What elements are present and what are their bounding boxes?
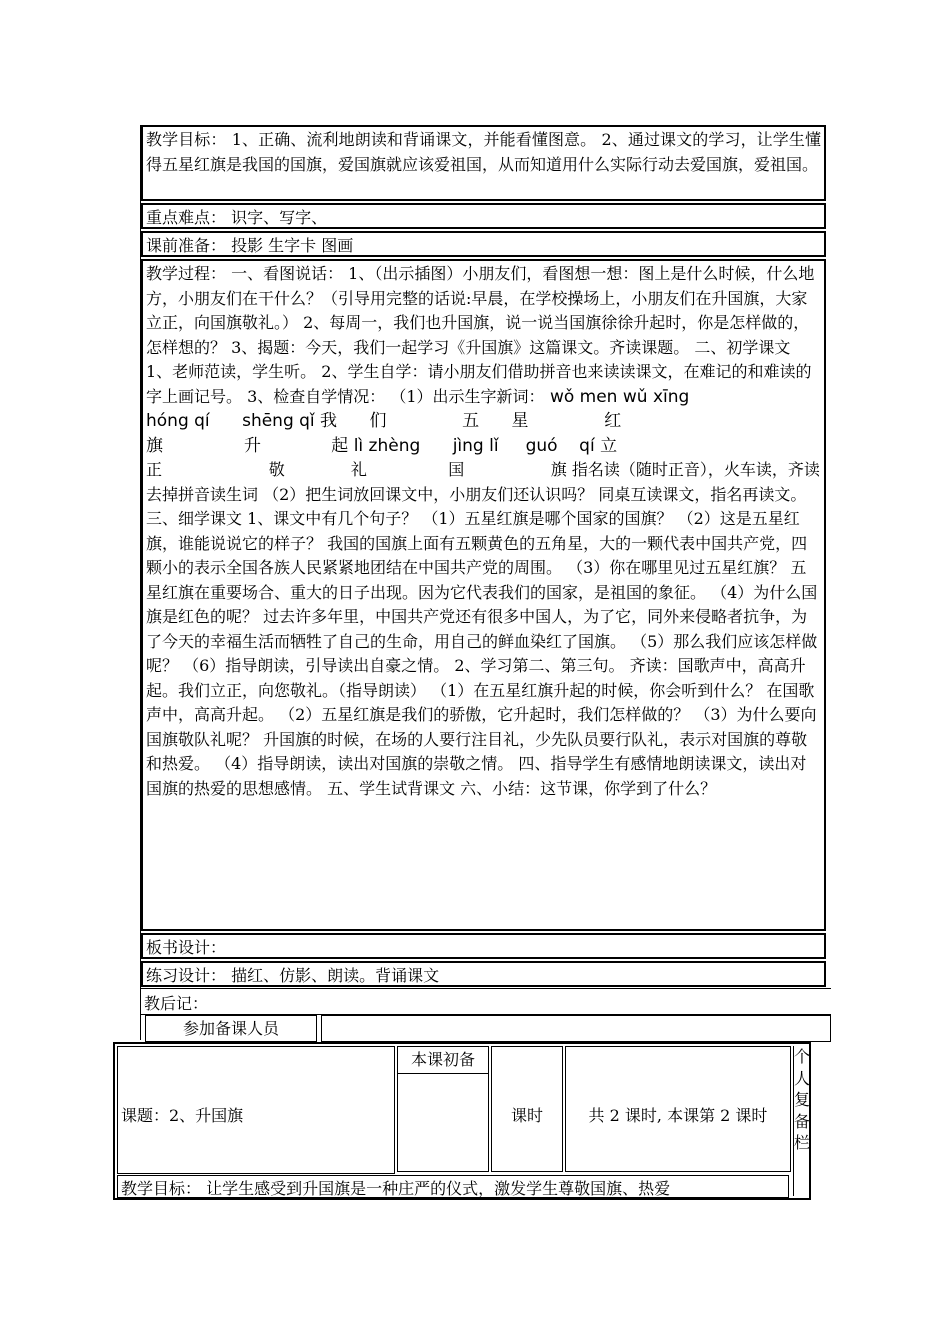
exercise-design: 练习设计： 描红、仿影、朗读。背诵课文 <box>141 961 826 987</box>
pinyin-line-3: 旗 升 起 lì zhèng jìng lǐ guó qí 立 <box>146 435 618 456</box>
process-part-b: 指名读（随时正音），火车读，齐读 去掉拼音读生词 （2）把生词放回课文中，小朋友们还认识吗？ 同桌互读课文，指名再读文。 三、细学课文 1、课文中有几个句子？ （1）五星红旗是哪个国家的国旗？ （2）这是五星红旗，谁能说说它的样子？ 我国的国旗上面有五颗黄色的五角星，大的一颗代表中国共产党，四颗小的表示全国各族人民紧紧地团结在中国共产党的周围。 （3）你在哪里见过五星红旗？ 五星红旗在重要场合、重大的日子出现。因为它代表我们的国家，是祖国的象征。 （4）为什么国旗是红色的呢？ 过去许多年里，中国共产党还有很多中国人，为了它，同外来侵略者抗争，为了今天的幸福生活而牺牲了自己的生命，用自己的鲜血染红了国旗。 （5）那么我们应该怎样做呢？ （6）指导朗读，引导读出自豪之情。 2、学习第二、第三句。 齐读：国歌声中，高高升起。我们立正，向您敬礼。（指导朗读） （1）在五星红旗升起的时候，你会听到什么？ 在国歌声中，高高升起。 （2）五星红旗是我们的骄傲，它升起时，我们怎样做的？ （3）为什么要向国旗敬队礼呢？ 升国旗的时候，在场的人要行注目礼，少先队员要行队礼，表示对国旗的尊敬和热爱。 （4）指导朗读，读出对国旗的崇敬之情。 四、指导学生有感情地朗读课文，读出对国旗的热爱的思想感情。 五、学生试背课文 六、小结：这节课，你学到了什么？ <box>146 460 820 798</box>
prep-members-row <box>141 1014 831 1043</box>
prep-members-field <box>321 1015 831 1042</box>
initial-prep-cell <box>397 1046 489 1172</box>
pinyin-line-1: wǒ men wǔ xīng <box>544 386 690 407</box>
lesson-title: 课题：2、升国旗 <box>117 1046 395 1174</box>
initial-prep-label: 本课初备 <box>398 1047 488 1074</box>
preparation: 课前准备： 投影 生字卡 图画 <box>141 231 826 257</box>
personal-review-column: 个人复备栏 <box>793 1046 809 1196</box>
lesson-goal: 教学目标： 让学生感受到升国旗是一种庄严的仪式，激发学生尊敬国旗、热爱 <box>117 1175 789 1198</box>
pinyin-line-4: 正 敬 礼 国 旗 <box>146 460 567 479</box>
key-points: 重点难点： 识字、写字、 <box>141 203 826 229</box>
teaching-process <box>141 259 826 931</box>
period-count: 共 2 课时, 本课第 2 课时 <box>565 1046 791 1172</box>
pinyin-line-2: hóng qí shēng qǐ 我 们 五 星 红 <box>146 411 622 431</box>
board-design: 板书设计： <box>141 933 826 959</box>
period-label: 课时 <box>491 1046 563 1172</box>
process-part-a: 教学过程： 一、看图说话： 1、（出示插图）小朋友们，看图想一想：图上是什么时候，什么地方，小朋友们在干什么？（引导用完整的话说:早晨，在学校操场上，小朋友们在升国旗，大家立正，向国旗敬礼。） 2、每周一，我们也升国旗，说一说当国旗徐徐升起时，你是怎样做的，怎样想的？ 3、揭题：今天，我们一起学习《升国旗》这篇课文。齐读课题。 二、初学课文 1、老师范读，学生听。 2、学生自学：请小朋友们借助拼音也来读读课文，在难记的和难读的字上画记号。 3、检查自学情况： （1）出示生字新词： <box>146 264 815 406</box>
prep-members-label: 参加备课人员 <box>145 1015 317 1042</box>
teaching-goals: 教学目标： 1、正确、流利地朗读和背诵课文，并能看懂图意。 2、通过课文的学习，让学生懂得五星红旗是我国的国旗，爱国旗就应该爱祖国，从而知道用什么实际行动去爱国旗，爱祖国。 <box>141 125 826 201</box>
reflection-row: 教后记： <box>141 988 831 1013</box>
lesson-header-table <box>113 1042 811 1200</box>
